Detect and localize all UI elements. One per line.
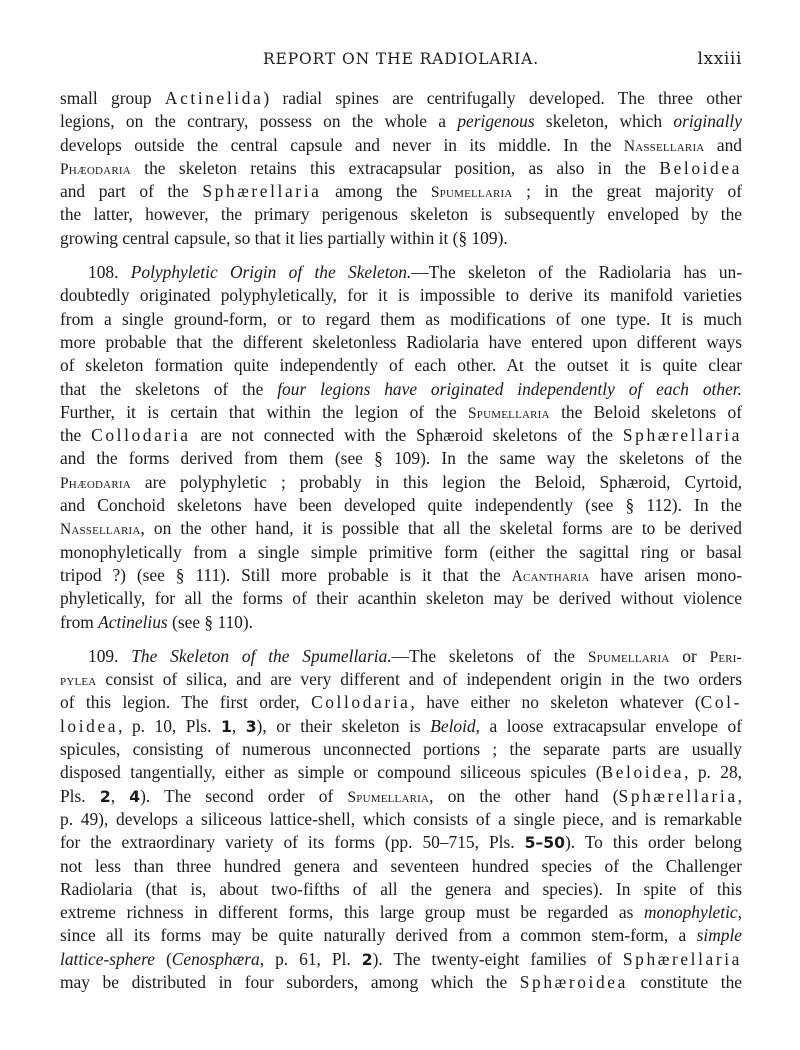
text-run: Collodaria — [91, 425, 191, 446]
paragraph-gap — [60, 250, 742, 261]
text-run: pylea — [60, 672, 97, 690]
text-run: phyletically, for all the forms of their acanthin skeleton may be derived without violence — [60, 588, 742, 609]
text-line — [60, 924, 742, 947]
text-run: Col- — [700, 692, 742, 713]
text-run: 109. — [88, 645, 132, 666]
text-line — [60, 587, 742, 610]
text-run: —The skeleton of the Radiolaria has un- — [411, 262, 743, 283]
text-line — [60, 564, 742, 587]
running-head-title: REPORT ON THE RADIOLARIA. — [262, 50, 540, 68]
text-run: Polyphyletic Origin of the Skeleton. — [130, 262, 412, 283]
text-run: , on the other hand ( — [429, 785, 619, 806]
text-run: , p. 10, Pls. — [118, 715, 221, 736]
text-run: , — [231, 715, 246, 736]
text-line — [60, 401, 742, 424]
text-line — [60, 785, 742, 808]
text-run: Beloid — [430, 715, 476, 736]
text-run: since all its forms may be quite naturally derived from a common stem-form, a — [60, 925, 697, 946]
text-line — [60, 471, 742, 494]
text-run: Actinelida — [164, 88, 264, 108]
text-line — [60, 424, 742, 447]
text-run: , on the other hand, it is possible that all the skeletal forms are to be derived — [140, 518, 742, 539]
text-line — [60, 227, 742, 250]
text-run: monophyletic — [643, 902, 738, 923]
text-line — [60, 110, 742, 133]
text-run: or — [669, 645, 710, 666]
text-run: 1 — [220, 717, 232, 736]
text-line — [60, 761, 742, 784]
text-run: the skeleton retains this extracapsular position, as also in the — [130, 157, 660, 178]
body-text — [60, 87, 742, 994]
text-line — [60, 715, 742, 738]
text-run: Nassellaria — [623, 137, 705, 155]
text-line — [60, 378, 742, 401]
text-line — [60, 447, 742, 470]
text-run: Actinelius — [98, 611, 168, 632]
text-line — [60, 611, 742, 634]
text-run: of this legion. The first order, — [60, 692, 312, 713]
text-run: growing central capsule, so that it lies partially within it (§ 109). — [60, 227, 508, 248]
text-run: not less than three hundred genera and seventeen hundred species of the Challenger — [60, 855, 742, 876]
text-run: the Beloid skeletons of — [549, 401, 742, 422]
text-run: 3 — [245, 717, 257, 736]
text-run: and — [704, 134, 742, 155]
text-run: (see § 110). — [167, 611, 254, 632]
text-run: p. 49), develops a siliceous lattice-shell, which consists of a single piece, and is remarkable — [60, 808, 742, 829]
text-line — [60, 901, 742, 924]
text-run: loidea — [60, 715, 119, 736]
text-run: ( — [154, 948, 172, 969]
text-line — [60, 157, 742, 180]
text-line — [60, 831, 742, 854]
text-run: Pls. — [60, 785, 100, 806]
text-run: small group — [60, 88, 165, 108]
text-line — [60, 517, 742, 540]
text-run: 108. — [88, 262, 131, 283]
text-run: Spumellaria — [468, 404, 550, 422]
text-run: Phæodaria — [60, 160, 131, 178]
text-run: , have either no skeleton whatever ( — [410, 692, 701, 713]
text-run: more probable that the different skeletonless Radiolaria have entered upon different ways — [60, 331, 742, 352]
text-line — [60, 645, 742, 668]
text-run: are not connected with the Sphæroid skeletons of the — [190, 425, 623, 446]
text-run: Sphærellaria — [202, 181, 322, 202]
text-run: Sphærellaria — [622, 425, 742, 446]
text-run: Peri- — [709, 648, 742, 666]
text-run: The Skeleton of the Spumellaria. — [131, 645, 392, 666]
text-run: Beloidea — [659, 157, 742, 178]
text-run: consist of silica, and are very different and of independent origin in the two orders — [96, 669, 742, 690]
text-run: the latter, however, the primary perigenous skeleton is subsequently enveloped by the — [60, 204, 742, 225]
text-line — [60, 971, 742, 994]
text-run: are polyphyletic ; probably in this legion the Beloid, Sphæroid, Cyrtoid, — [130, 471, 742, 492]
text-run: ), or their skeleton is — [256, 715, 431, 736]
text-run: monophyletically from a single simple primitive form (either the sagittal ring or basal — [60, 541, 742, 562]
text-run: Cenosphæra — [171, 948, 260, 969]
text-line — [60, 87, 742, 110]
text-run: Further, it is certain that within the legion of the — [60, 401, 469, 422]
text-run: may be distributed in four suborders, among which the — [60, 971, 520, 992]
text-run: ; in the great majority of — [512, 181, 742, 202]
text-run: doubtedly originated polyphyletically, for it is impossible to derive its manifold varieties — [60, 285, 742, 306]
text-run: ). The twenty-eight families of — [372, 948, 623, 969]
text-run: and Conchoid skeletons have been developed quite independently (see § 112). In the — [60, 495, 742, 516]
text-line — [60, 855, 742, 878]
text-run: perigenous — [457, 111, 535, 132]
text-line — [60, 308, 742, 331]
text-run: the — [60, 425, 92, 446]
text-run: , p. 28, — [684, 762, 743, 783]
text-run: Phæodaria — [60, 474, 131, 492]
text-line — [60, 180, 742, 203]
text-run: among the — [321, 181, 431, 202]
paragraph-gap — [60, 634, 742, 645]
text-run: —The skeletons of the — [391, 645, 588, 666]
text-run: ). The second order of — [140, 785, 348, 806]
text-line — [60, 354, 742, 377]
text-run: ). To this order belong — [564, 832, 742, 853]
text-line — [60, 738, 742, 761]
text-run: simple — [696, 925, 742, 946]
text-line — [60, 261, 742, 284]
text-run: develops outside the central capsule and never in its middle. In the — [60, 134, 624, 155]
text-line — [60, 284, 742, 307]
text-run: originally — [673, 111, 742, 132]
text-line — [60, 331, 742, 354]
text-run: disposed tangentially, either as simple or compound siliceous spicules ( — [60, 762, 602, 783]
text-run: lattice-sphere — [60, 948, 155, 969]
text-run: Sphæroidea — [519, 971, 628, 992]
text-run: Collodaria — [311, 692, 411, 713]
text-run: Beloidea — [601, 762, 685, 783]
text-line — [60, 691, 742, 714]
text-run: Acantharia — [511, 567, 590, 585]
text-run: have arisen mono- — [589, 564, 742, 585]
text-run: spicules, consisting of numerous unconnected portions ; the separate parts are usually — [60, 739, 742, 760]
text-line — [60, 878, 742, 901]
text-run: Nassellaria — [60, 521, 141, 539]
text-line — [60, 808, 742, 831]
text-run: from — [60, 611, 99, 632]
text-run: from a single ground-form, or to regard them as modifications of one type. It is much — [60, 308, 742, 329]
page-number: lxxiii — [697, 49, 742, 69]
text-run: that the skeletons of the — [60, 378, 278, 399]
text-run: Radiolaria (that is, about two-fifths of all the genera and species). In spite of this — [60, 878, 742, 899]
text-run: Spumellaria — [587, 648, 670, 666]
text-run: for the extraordinary variety of its forms (pp. 50–715, Pls. — [60, 832, 525, 853]
text-run: , — [737, 785, 743, 806]
text-run: Sphærellaria — [618, 785, 738, 806]
text-run: , — [110, 785, 130, 806]
text-run: of skeleton formation quite independently of each other. At the outset it is quite clear — [60, 355, 742, 376]
text-run: 2 — [99, 787, 111, 806]
text-run: ) radial spines are centrifugally developed. The three other — [263, 88, 742, 108]
text-run: 2 — [361, 950, 373, 969]
text-run: constitute the — [627, 971, 742, 992]
text-run: tripod ?) (see § 111). Still more probable is it that the — [60, 564, 512, 585]
text-line — [60, 668, 742, 691]
text-run: 4 — [129, 787, 141, 806]
text-run: extreme richness in different forms, this large group must be regarded as — [60, 902, 644, 923]
text-run: four legions have originated independently of each other. — [277, 378, 742, 399]
text-line — [60, 494, 742, 517]
text-line — [60, 541, 742, 564]
text-line — [60, 203, 742, 226]
text-run: , a loose extracapsular envelope of — [475, 715, 742, 736]
text-run: , p. 61, Pl. — [259, 948, 362, 969]
text-run: Spumellaria — [430, 184, 513, 202]
text-run: and the forms derived from them (see § 109). In the same way the skeletons of the — [60, 448, 742, 469]
text-run: 5–50 — [524, 834, 565, 853]
report-page — [60, 0, 742, 1050]
text-run: , — [737, 902, 742, 923]
text-line — [60, 134, 742, 157]
text-run: and part of the — [60, 181, 203, 202]
text-run: Sphærellaria — [622, 948, 742, 969]
text-line — [60, 948, 742, 971]
text-run: legions, on the contrary, possess on the whole a — [60, 111, 458, 132]
running-head — [60, 50, 742, 74]
text-run: skeleton, which — [534, 111, 674, 132]
text-run: Spumellaria — [347, 788, 430, 806]
